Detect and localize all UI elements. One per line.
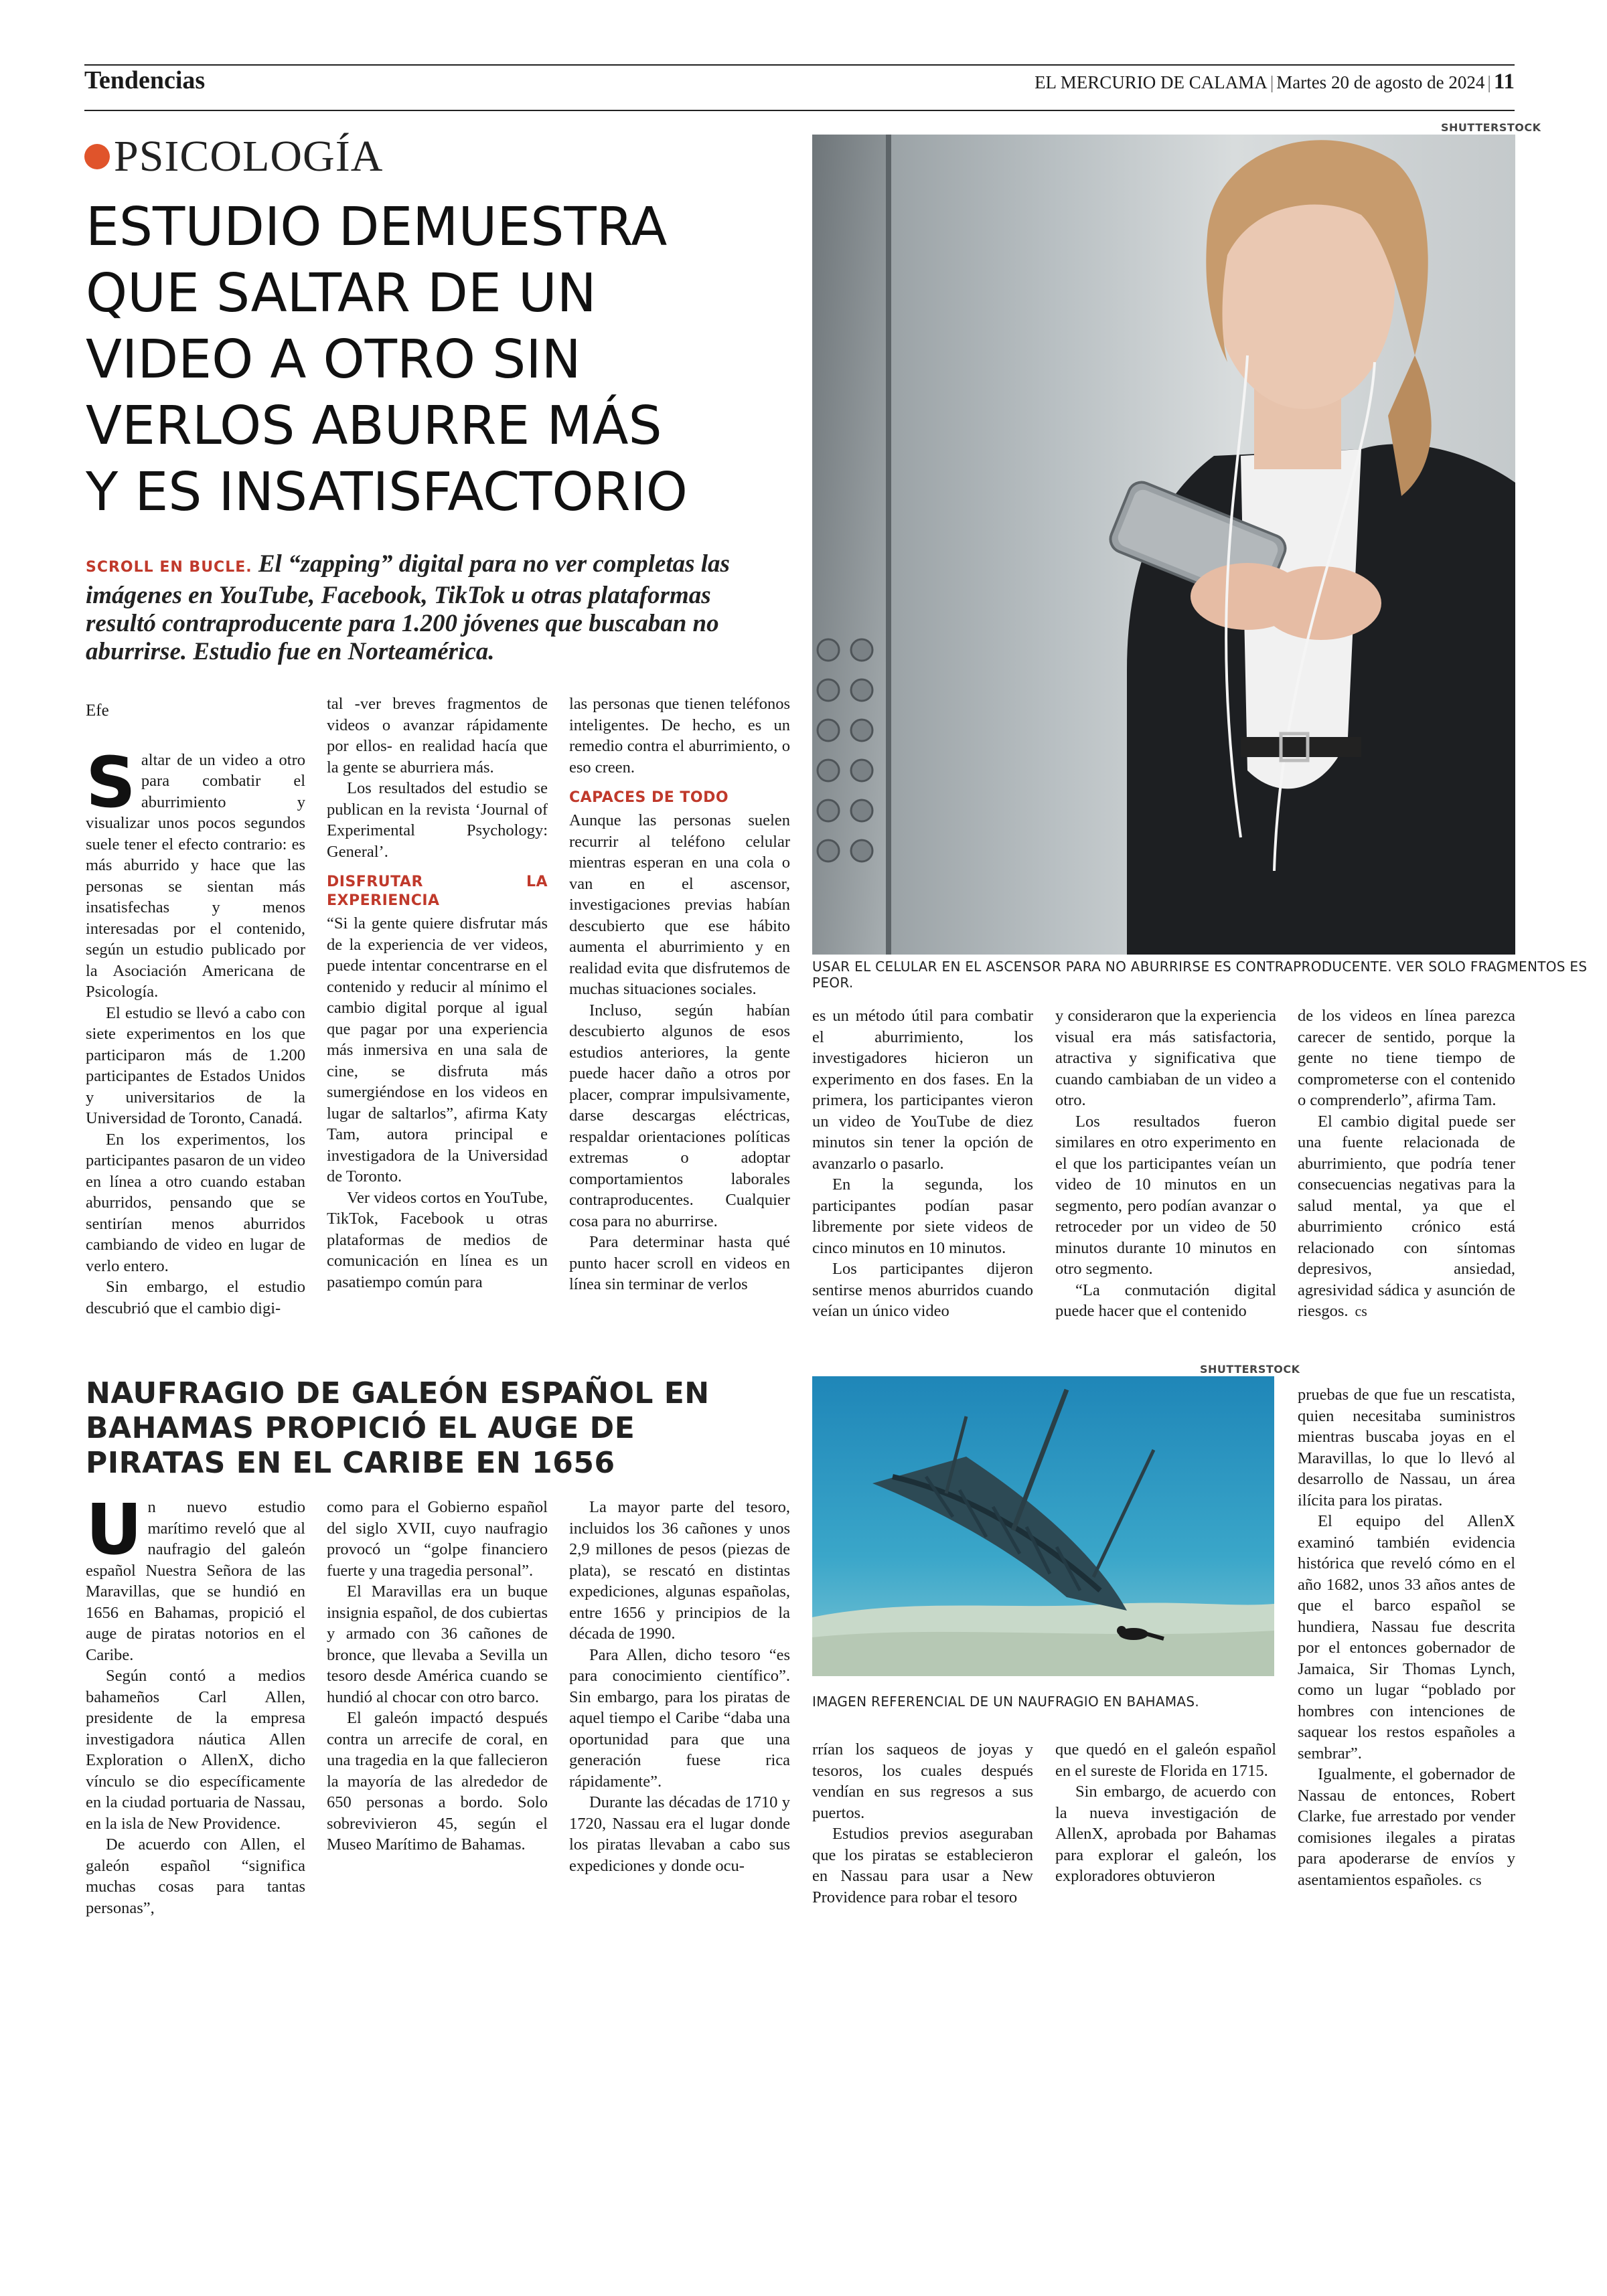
article1-column-5 (1055, 1005, 1276, 1322)
paragraph: pruebas de que fue un rescatista, quien necesitaba suministros mientras buscaba joyas en el Maravillas, lo que lo llevó al desarrollo de Nassau, un área ilícita para los piratas. (1298, 1386, 1515, 1509)
article-headline (86, 194, 809, 525)
paragraph: Aunque las personas suelen recurrir al teléfono celular mientras esperan en una cola o van en el ascensor, investigaciones previas habían descubierto que ese hábito aumenta el aburrimiento y en realidad evita que disfrutemos de muchas situaciones sociales. (569, 811, 790, 998)
byline: Efe (86, 702, 109, 720)
paragraph: Ver videos cortos en YouTube, TikTok, Facebook u otras plataformas de medios de comunicación en línea es un pasatiempo común para (327, 1188, 548, 1291)
paragraph: Según contó a medios bahameños Carl Allen, presidente de la empresa investigadora náutica Allen Exploration o AllenX, dicho vínculo se dio específicamente en la ciudad portuaria de Nassau, en la isla de New Providence. (86, 1667, 305, 1833)
section-name: Tendencias (84, 66, 206, 94)
issue-date: Martes 20 de agosto de 2024 (1276, 72, 1485, 92)
paragraph: Saltar de un video a otro para combatir el aburrimiento y visualizar unos pocos segundos suele tener el efecto contrario: es más aburrido y hace que las personas se sientan más insatisfechas y menos interesadas por el contenido, según un estudio publicado por la Asociación Americana de Psicología. (86, 741, 305, 1001)
headline-line: VIDEO A OTRO SIN (86, 329, 581, 390)
paragraph-text: El cambio digital puede ser una fuente relacionada de aburrimiento, que podría tener consecuencias negativas para la salud mental, ya que el aburrimiento crónico está relacionado con síntomas depresivos, ansiedad, agresividad sádica y asunción de riesgos. (1298, 1112, 1515, 1320)
headline-line: VERLOS ABURRE MÁS (86, 395, 662, 457)
article-kicker (84, 130, 383, 183)
page-number: 11 (1493, 70, 1515, 94)
photo-caption: USAR EL CELULAR EN EL ASCENSOR PARA NO ABURRIRSE ES CONTRAPRODUCENTE. VER SOLO FRAGMENTOS ES PEOR. (812, 959, 1588, 991)
article2-column-3 (569, 1497, 790, 1876)
paragraph: Estudios previos aseguraban que los piratas se establecieron en Nassau para usar a New Providence para robar el tesoro (812, 1825, 1033, 1906)
paragraph: El equipo del AllenX examinó también evidencia histórica que reveló cómo en el año 1682, unos 33 años antes de que el barco español se hundiera, Nassau fue descrita por el entonces gobernador de Jamaica, Sir Thomas Lynch, como un lugar “poblado por hombres con intenciones de saquear los restos españoles a sembrar”. (1298, 1512, 1515, 1762)
lead-text: El “zapping” digital para no ver completas las imágenes en YouTube, Facebook, TikTok u otras plataformas resultó contraproducente para 1.200 jóvenes que buscaban no aburrirse. Estudio fue en Norteamérica. (86, 550, 730, 665)
article2-column-1 (86, 1489, 305, 1918)
paragraph: Sin embargo, de acuerdo con la nueva investigación de AllenX, aprobada por Bahamas para explorar el galeón, los exploradores obtuvieron (1055, 1783, 1276, 1885)
paragraph: Los participantes dijeron sentirse menos aburridos cuando veían un único video (812, 1260, 1033, 1320)
paper-info: EL MERCURIO DE CALAMA | Martes 20 de agosto de 2024 | 11 (1035, 70, 1515, 94)
subhead: CAPACES DE TODO (569, 789, 729, 806)
paragraph: Los resultados fueron similares en otro experimento en el que los participantes veían un video de 10 minutos en un segmento, pero podían avanzar o retroceder por un video de 50 minutos durante 10 minutos en otro segmento. (1055, 1112, 1276, 1278)
paragraph: y consideraron que la experiencia visual era más satisfactoria, atractiva y significativa que cuando cambiaban de un video a otro. (1055, 1007, 1276, 1109)
end-mark-icon: cs (1355, 1303, 1367, 1319)
header-rule-bottom (84, 110, 1515, 111)
paragraph: La mayor parte del tesoro, incluidos los 36 cañones y unos 2,9 millones de pesos (piezas de plata), se rescató en distintas expediciones, algunas españolas, entre 1656 y principios de la década de 1990. (569, 1498, 790, 1643)
shipwreck-photo (812, 1376, 1274, 1676)
headline-line: ESTUDIO DEMUESTRA (86, 196, 668, 258)
article-lead (86, 550, 762, 666)
paragraph: Para determinar hasta qué punto hacer scroll en videos en línea sin terminar de verlos (569, 1233, 790, 1293)
end-mark-icon: cs (1469, 1871, 1482, 1888)
photo-credit: SHUTTERSTOCK (1200, 1363, 1300, 1376)
article1-column-4 (812, 1005, 1033, 1322)
paragraph: Un nuevo estudio marítimo reveló que al naufragio del galeón español Nuestra Señora de las Maravillas, que se hundió en 1656 en Bahamas, propició el auge de piratas notorios en el Caribe. (86, 1489, 305, 1664)
paragraph: El Maravillas era un buque insignia español, de dos cubiertas y armado con 36 cañones de bronce, que llevaba a Sevilla un tesoro desde América cuando se hundió al chocar con otro barco. (327, 1582, 548, 1706)
paragraph: rrían los saqueos de joyas y tesoros, los cuales después vendían en sus regresos a sus puertos. (812, 1740, 1033, 1822)
paragraph: las personas que tienen teléfonos inteligentes. De hecho, es un remedio contra el aburrimiento, o eso creen. (569, 695, 790, 776)
paragraph: Sin embargo, el estudio descubrió que el cambio digi- (86, 1278, 305, 1317)
photo-caption: IMAGEN REFERENCIAL DE UN NAUFRAGIO EN BAHAMAS. (812, 1694, 1200, 1710)
lead-label: SCROLL EN BUCLE. (86, 559, 252, 576)
paragraph: Durante las décadas de 1710 y 1720, Nassau era el lugar donde los piratas llevaban a cabo sus expediciones y donde ocu- (569, 1793, 790, 1875)
newspaper-name: EL MERCURIO DE CALAMA (1035, 72, 1268, 92)
paragraph (1298, 1111, 1515, 1322)
paragraph (1298, 1764, 1515, 1890)
article2-headline: NAUFRAGIO DE GALEÓN ESPAÑOL EN BAHAMAS PROPICIÓ EL AUGE DE PIRATAS EN EL CARIBE EN 1656 (86, 1376, 710, 1480)
shipwreck-photo-illustration (812, 1376, 1274, 1676)
paragraph: “Si la gente quiere disfrutar más de la experiencia de ver videos, puede intentar concentrarse en el contenido y reducir al mínimo el cambio digital porque al igual que pagar por una experiencia más inmersiva en una sala de cine, se disfruta más sumergiéndose en los videos en lugar de saltarlos”, afirma Katy Tam, autora principal e investigadora de la Universidad de Toronto. (327, 914, 548, 1185)
elevator-photo (812, 135, 1515, 955)
paragraph-text: Igualmente, el gobernador de Nassau de entonces, Robert Clarke, fue arrestado por vender comisiones ilegales a piratas para apoderarse de envíos y asentamientos españoles. (1298, 1765, 1515, 1889)
paragraph: En los experimentos, los participantes pasaron de un video en línea a otro cuando estaban aburridos, pensando que se sentirían menos aburridos cambiando de video en lugar de verlo entero. (86, 1130, 305, 1275)
article2-column-2 (327, 1497, 548, 1856)
paragraph: como para el Gobierno español del siglo XVII, cuyo naufragio provocó un “golpe financiero fuerte y una tragedia personal”. (327, 1498, 548, 1580)
headline-line: QUE SALTAR DE UN (86, 262, 597, 324)
paragraph: En la segunda, los participantes podían pasar libremente por siete videos de cinco minutos en 10 minutos. (812, 1175, 1033, 1257)
paragraph: “La conmutación digital puede hacer que el contenido (1055, 1281, 1276, 1320)
article2-column-4 (812, 1739, 1033, 1908)
kicker-text: PSICOLOGÍA (114, 132, 384, 181)
article2-column-5 (1055, 1739, 1276, 1887)
paragraph: es un método útil para combatir el aburrimiento, los investigadores hicieron un experimento en dos fases. En la primera, los participantes vieron un video de YouTube de diez minutos sin tener la opción de avanzarlo o pasarlo. (812, 1007, 1033, 1173)
paragraph: El estudio se llevó a cabo con siete experimentos en los que participaron más de 1.200 participantes de Estados Unidos y universitarios de la Universidad de Toronto, Canadá. (86, 1003, 305, 1127)
paragraph: que quedó en el galeón español en el sureste de Florida en 1715. (1055, 1740, 1276, 1780)
paragraph: tal -ver breves fragmentos de videos o avanzar rápidamente por ellos- en realidad hacía que la gente se aburriera más. (327, 695, 548, 776)
subhead: DISFRUTAR LA EXPERIENCIA (327, 874, 548, 909)
article1-column-6 (1298, 1005, 1515, 1322)
paragraph: El galeón impactó después contra un arrecife de coral, en una tragedia en la que fallecieron la mayoría de las alrededor de 650 personas a bordo. Solo sobrevivieron 45, según el Museo Marítimo de Bahamas. (327, 1709, 548, 1854)
elevator-photo-illustration (812, 135, 1515, 955)
article1-column-3 (569, 693, 790, 1295)
paragraph: De acuerdo con Allen, el galeón español “significa muchas cosas para tantas personas”, (86, 1835, 305, 1917)
article1-column-1 (86, 700, 305, 1319)
paragraph: Los resultados del estudio se publican en la revista ‘Journal of Experimental Psychology: General’. (327, 779, 548, 861)
header-rule-top (84, 64, 1515, 66)
headline-line: Y ES INSATISFACTORIO (86, 461, 688, 523)
article1-column-2 (327, 693, 548, 1293)
article2-column-6 (1298, 1384, 1515, 1890)
paragraph: Incluso, según habían descubierto algunos de esos estudios anteriores, la gente puede hacer daño a otros por placer, comprar impulsivamente, darse descargas eléctricas, respaldar orientaciones políticas extremas o adoptar comportamientos laborales contraproducentes. Cualquier cosa para no aburrirse. (569, 1001, 790, 1230)
paragraph: Para Allen, dicho tesoro “es para conocimiento científico”. Sin embargo, para los piratas de aquel tiempo el Caribe “daba una oportunidad para que una generación fuese rica rápidamente”. (569, 1645, 790, 1791)
kicker-dot-icon (84, 144, 110, 169)
photo-credit: SHUTTERSTOCK (1441, 121, 1541, 134)
paragraph: de los videos en línea parezca carecer de sentido, porque la gente no tiene tiempo de comprometerse con el contenido o comprenderlo”, afirma Tam. (1298, 1007, 1515, 1109)
